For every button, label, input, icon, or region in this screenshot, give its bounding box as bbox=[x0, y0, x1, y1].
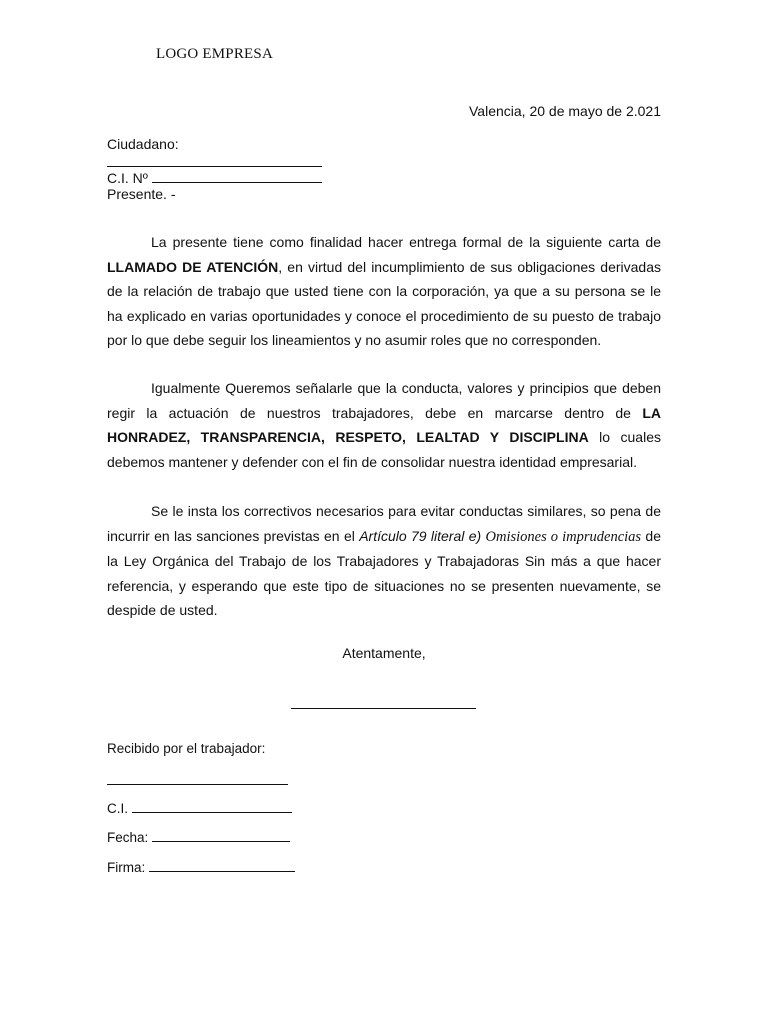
recipient-name-line bbox=[107, 156, 322, 167]
receipt-title: Recibido por el trabajador: bbox=[107, 741, 266, 756]
company-logo-placeholder: LOGO EMPRESA bbox=[156, 46, 273, 62]
receipt-fecha-row bbox=[107, 829, 290, 845]
paragraph-3 bbox=[107, 499, 661, 623]
closing-text: Atentamente, bbox=[342, 645, 426, 661]
receipt-name-line bbox=[107, 772, 288, 785]
paragraph-3-omisiones: Omisiones o imprudencias bbox=[485, 528, 642, 545]
paragraph-2-text-b: lo cuales debemos mantener y defender con el fin de consolidar nuestra identidad empresarial. bbox=[107, 429, 661, 470]
recipient-presente: Presente. - bbox=[107, 186, 176, 202]
receipt-ci-row bbox=[107, 800, 292, 816]
paragraph-3-text-b: de la Ley Orgánica del Trabajo de los Trabajadores y Trabajadoras Sin más a que hacer referencia, y esperando que este tipo de situaciones no se presenten nuevamente, se despide de usted. bbox=[107, 527, 661, 618]
receipt-firma-label: Firma: bbox=[107, 860, 146, 875]
paragraph-1-text-a: La presente tiene como finalidad hacer entrega formal de la siguiente carta de bbox=[151, 234, 661, 250]
paragraph-2-text-a: Igualmente Queremos señalarle que la conducta, valores y principios que deben regir la actuación de nuestros trabajadores, debe en marcarse dentro de bbox=[107, 380, 661, 421]
receipt-firma-line bbox=[149, 859, 295, 872]
receipt-firma-row bbox=[107, 859, 295, 875]
recipient-ci-line bbox=[152, 170, 322, 183]
paragraph-2 bbox=[107, 376, 661, 474]
receipt-ci-line bbox=[132, 800, 292, 813]
recipient-ci-row bbox=[107, 170, 322, 186]
paragraph-1-bold: LLAMADO DE ATENCIÓN bbox=[107, 258, 279, 275]
paragraph-1 bbox=[107, 230, 661, 353]
recipient-greeting: Ciudadano: bbox=[107, 136, 179, 152]
signature-line bbox=[291, 694, 476, 709]
recipient-ci-label: C.I. Nº bbox=[107, 170, 148, 186]
receipt-ci-label: C.I. bbox=[107, 801, 129, 816]
paragraph-3-text-a: Se le insta los correctivos necesarios para evitar conductas similares, so pena de incurrir en las sanciones previstas en el bbox=[107, 503, 661, 544]
paragraph-1-text-b: , en virtud del incumplimiento de sus obligaciones derivadas de la relación de trabajo que usted tiene con la corporación, ya que a su persona se le ha explicado en varias oportunidades y conoce el procedimiento de su puesto de trabajo por lo que debe seguir los lineamientos y no asumir roles que no corresponden. bbox=[107, 258, 662, 348]
paragraph-3-article: Artículo 79 literal e) bbox=[359, 527, 482, 544]
receipt-fecha-line bbox=[152, 829, 290, 842]
date-line: Valencia, 20 de mayo de 2.021 bbox=[469, 103, 661, 119]
receipt-fecha-label: Fecha: bbox=[107, 830, 149, 845]
paragraph-2-bold: LA HONRADEZ, TRANSPARENCIA, RESPETO, LEALTAD Y DISCIPLINA bbox=[107, 404, 662, 445]
